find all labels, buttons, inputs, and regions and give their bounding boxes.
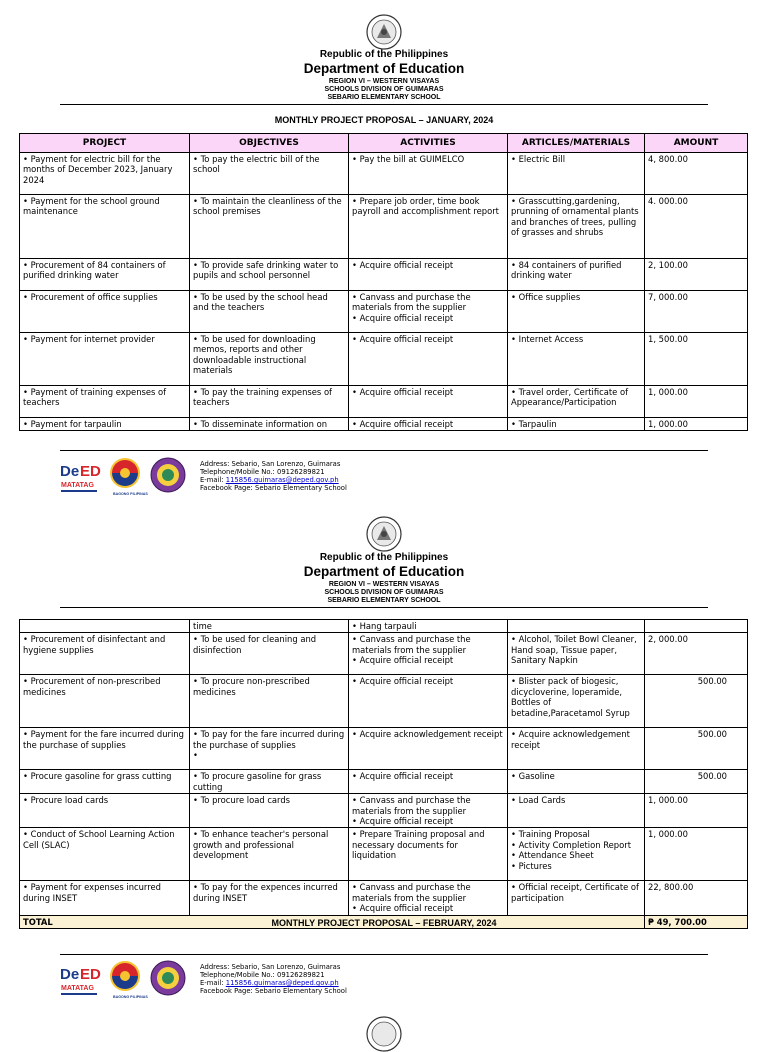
amount-cell: 1, 000.00 — [645, 418, 748, 431]
school-line: SEBARIO ELEMENTARY SCHOOL — [327, 94, 441, 101]
school-seal-icon — [151, 458, 185, 492]
activities-item: • Canvass and purchase the materials from the supplier — [352, 882, 471, 903]
activities-item: • Acquire official receipt — [352, 312, 454, 323]
activities-cell — [349, 259, 508, 291]
table-row — [20, 386, 748, 418]
department-title: Department of Education — [303, 564, 465, 579]
footer-divider — [60, 954, 708, 955]
articles-item: • Internet Access — [511, 334, 584, 344]
table-row — [20, 418, 748, 431]
svg-text:MATATAG: MATATAG — [61, 985, 94, 992]
activities-item: • Canvass and purchase the materials from the supplier — [352, 292, 471, 313]
footer-facebook: Facebook Page: Sebario Elementary School — [200, 987, 347, 995]
articles-item: • 84 containers of purified drinking water — [511, 260, 622, 281]
footer-facebook: Facebook Page: Sebario Elementary School — [200, 484, 347, 492]
proposal-title-february: MONTHLY PROJECT PROPOSAL – FEBRUARY, 2024 — [271, 918, 497, 928]
footer-contact — [200, 963, 347, 995]
svg-text:MATATAG: MATATAG — [61, 482, 94, 489]
objectives-cell — [190, 418, 349, 431]
amount-cell: 4, 800.00 — [645, 153, 748, 195]
proposal-table-january-continued — [19, 619, 748, 929]
articles-item: • Alcohol, Toilet Bowl Cleaner, Hand soap, Tissue paper, Sanitary Napkin — [511, 634, 637, 666]
footer-address: Address: Sebario, San Lorenzo, Guimaras — [200, 963, 341, 971]
deped-seal-icon — [366, 1016, 402, 1052]
articles-cell — [508, 794, 645, 828]
activities-item: • Acquire official receipt — [352, 771, 454, 782]
deped-matatag-logo-icon — [60, 966, 101, 995]
deped-matatag-logo-icon — [60, 463, 101, 492]
school-line: SEBARIO ELEMENTARY SCHOOL — [327, 597, 441, 604]
objectives-item: • To maintain the cleanliness of the school premises — [193, 196, 342, 217]
activities-item: • Canvass and purchase the materials from the supplier — [352, 634, 471, 655]
objectives-cell — [190, 881, 349, 915]
articles-item: • Load Cards — [511, 795, 566, 806]
amount-cell: 1, 000.00 — [645, 386, 748, 418]
table-row — [20, 881, 748, 915]
footer-phone: Telephone/Mobile No.: 09126289821 — [200, 468, 325, 476]
project-cell: • Payment for internet provider — [20, 333, 190, 386]
activities-item: • Acquire official receipt — [352, 334, 454, 344]
articles-cell — [508, 195, 645, 259]
objectives-item: • To pay the training expenses of teachers — [193, 387, 333, 408]
republic-line: Republic of the Philippines — [319, 49, 449, 60]
articles-item: • Official receipt, Certificate of participation — [511, 882, 640, 903]
articles-cell — [508, 620, 645, 633]
activities-cell — [349, 333, 508, 386]
activities-cell — [349, 794, 508, 828]
project-cell: • Payment of training expenses of teachers — [20, 386, 190, 418]
objectives-cell — [190, 259, 349, 291]
bagong-pilipinas-logo-icon — [110, 961, 148, 999]
header-divider — [60, 607, 708, 608]
objectives-item: • To provide safe drinking water to pupils and school personnel — [193, 260, 339, 281]
activities-cell — [349, 633, 508, 675]
activities-cell — [349, 828, 508, 881]
objectives-cell — [190, 386, 349, 418]
activities-item: • Hang tarpauli — [352, 621, 417, 631]
amount-cell: 4. 000.00 — [645, 195, 748, 259]
objectives-cell — [190, 633, 349, 675]
table-row — [20, 620, 748, 633]
col-activities-header: ACTIVITIES — [349, 134, 508, 153]
header-divider — [60, 104, 708, 105]
table-row — [20, 153, 748, 195]
activities-item: • Pay the bill at GUIMELCO — [352, 154, 465, 164]
amount-cell: 500.00 — [645, 675, 748, 728]
table-row — [20, 259, 748, 291]
objectives-cell — [190, 195, 349, 259]
articles-cell — [508, 633, 645, 675]
objectives-item: • To be used for cleaning and disinfection — [193, 634, 317, 655]
project-cell: • Procurement of disinfectant and hygiene supplies — [20, 633, 190, 675]
project-cell — [20, 620, 190, 633]
activities-cell — [349, 881, 508, 915]
footer-logos — [58, 959, 188, 1001]
table-row — [20, 333, 748, 386]
activities-item: • Canvass and purchase the materials from the supplier — [352, 795, 471, 816]
school-seal-icon — [151, 961, 185, 995]
table-row — [20, 675, 748, 728]
articles-cell — [508, 881, 645, 915]
articles-cell — [508, 418, 645, 431]
objectives-cell — [190, 675, 349, 728]
region-line: REGION VI – WESTERN VISAYAS — [328, 581, 440, 588]
total-amount: ₱ 49, 700.00 — [645, 915, 748, 928]
table-row — [20, 633, 748, 675]
objectives-item: • To enhance teacher's personal growth and professional development — [193, 829, 329, 861]
articles-cell — [508, 675, 645, 728]
table-row — [20, 728, 748, 770]
articles-item: • Attendance Sheet — [511, 850, 594, 861]
articles-item: • Blister pack of biogesic, dicycloverine, loperamide, Bottles of betadine,Paracetamol Syrup — [511, 676, 630, 718]
articles-cell — [508, 291, 645, 333]
articles-item: • Activity Completion Report — [511, 839, 631, 850]
proposal-title-january: MONTHLY PROJECT PROPOSAL – JANUARY, 2024 — [274, 115, 494, 125]
amount-cell: 500.00 — [645, 728, 748, 770]
articles-item: • Pictures — [511, 860, 552, 871]
col-objectives-header: OBJECTIVES — [190, 134, 349, 153]
department-title: Department of Education — [303, 61, 465, 76]
objectives-cell — [190, 333, 349, 386]
email-link[interactable]: 115856.guimaras@deped.gov.ph — [225, 476, 339, 484]
svg-text:ED: ED — [80, 463, 101, 480]
articles-item: • Acquire acknowledgement receipt — [511, 729, 630, 750]
col-project-header: PROJECT — [20, 134, 190, 153]
articles-cell — [508, 333, 645, 386]
activities-item: • Acquire acknowledgement receipt — [352, 729, 503, 740]
col-amount-header: AMOUNT — [645, 134, 748, 153]
project-cell: • Procure gasoline for grass cutting — [20, 770, 190, 794]
objectives-item: • To be used by the school head and the teachers — [193, 292, 328, 313]
footer-email-line: E-mail: 115856.guimaras@deped.gov.ph — [200, 476, 339, 484]
table-row — [20, 828, 748, 881]
amount-cell: 1, 000.00 — [645, 794, 748, 828]
total-label: TOTAL — [20, 915, 645, 928]
footer-email-line: E-mail: 115856.guimaras@deped.gov.ph — [200, 979, 339, 987]
amount-cell: 1, 000.00 — [645, 828, 748, 881]
objectives-item: • To procure load cards — [193, 795, 291, 806]
articles-cell — [508, 728, 645, 770]
objectives-item: • To pay for the fare incurred during the purchase of supplies — [193, 729, 345, 750]
footer-contact — [200, 460, 347, 492]
amount-cell: 22, 800.00 — [645, 881, 748, 915]
region-line: REGION VI – WESTERN VISAYAS — [328, 78, 440, 85]
activities-cell — [349, 153, 508, 195]
svg-text:BAGONG PILIPINAS: BAGONG PILIPINAS — [113, 492, 148, 496]
project-cell: • Payment for the school ground maintenance — [20, 195, 190, 259]
project-cell: • Procurement of non-prescribed medicines — [20, 675, 190, 728]
activities-cell — [349, 418, 508, 431]
objectives-cell — [190, 153, 349, 195]
activities-cell — [349, 728, 508, 770]
objectives-item: • To pay for the expences incurred during INSET — [193, 882, 338, 903]
project-cell: • Procure load cards — [20, 794, 190, 828]
project-cell: • Conduct of School Learning Action Cell (SLAC) — [20, 828, 190, 881]
objectives-cell — [190, 828, 349, 881]
objectives-cell — [190, 291, 349, 333]
objectives-cell — [190, 620, 349, 633]
project-cell: • Procurement of office supplies — [20, 291, 190, 333]
footer-logos — [58, 456, 188, 498]
activities-item: • Prepare Training proposal and necessary documents for liquidation — [352, 829, 485, 861]
footer-phone: Telephone/Mobile No.: 09126289821 — [200, 971, 325, 979]
proposal-table-january — [19, 133, 748, 431]
activities-item: • Prepare job order, time book payroll and accomplishment report — [352, 196, 499, 217]
amount-cell: 2, 000.00 — [645, 633, 748, 675]
articles-cell — [508, 828, 645, 881]
amount-cell: 500.00 — [645, 770, 748, 794]
division-line: SCHOOLS DIVISION OF GUIMARAS — [324, 86, 444, 93]
activities-cell — [349, 195, 508, 259]
svg-text:De: De — [60, 463, 80, 480]
activities-item: • Acquire official receipt — [352, 903, 454, 914]
republic-line: Republic of the Philippines — [319, 552, 449, 563]
division-line: SCHOOLS DIVISION OF GUIMARAS — [324, 589, 444, 596]
articles-item: • Office supplies — [511, 292, 581, 302]
svg-text:BAGONG PILIPINAS: BAGONG PILIPINAS — [113, 995, 148, 999]
articles-item: • Tarpaulin — [511, 419, 557, 429]
svg-text:De: De — [60, 966, 80, 983]
objectives-item: • To disseminate information on — [193, 419, 328, 429]
activities-item: • Acquire official receipt — [352, 419, 454, 429]
objectives-item: • To be used for downloading memos, reports and other downloadable instructional materials — [193, 334, 316, 376]
footer-divider — [60, 450, 708, 451]
objectives-cell — [190, 728, 349, 770]
deped-seal-icon — [366, 14, 402, 50]
articles-cell — [508, 386, 645, 418]
table-row — [20, 291, 748, 333]
activities-item: • Acquire official receipt — [352, 816, 454, 827]
objectives-cell — [190, 770, 349, 794]
articles-item: • Travel order, Certificate of Appearance/Participation — [511, 387, 629, 408]
amount-cell: 2, 100.00 — [645, 259, 748, 291]
table-row — [20, 195, 748, 259]
objectives-item: • To procure non-prescribed medicines — [193, 676, 310, 697]
articles-item: • Gasoline — [511, 771, 555, 782]
articles-cell — [508, 259, 645, 291]
activities-cell — [349, 675, 508, 728]
table-row — [20, 770, 748, 794]
project-cell: • Payment for tarpaulin — [20, 418, 190, 431]
table-header-row — [20, 134, 748, 153]
activities-cell — [349, 291, 508, 333]
activities-item: • Acquire official receipt — [352, 676, 454, 687]
activities-cell — [349, 770, 508, 794]
activities-item: • Acquire official receipt — [352, 260, 454, 270]
amount-cell: 1, 500.00 — [645, 333, 748, 386]
activities-cell — [349, 386, 508, 418]
articles-item: • Grasscutting,gardening, prunning of ornamental plants and branches of trees, pulling of grasses and shrubs — [511, 196, 639, 238]
col-articles-header: ARTICLES/MATERIALS — [508, 134, 645, 153]
amount-cell — [645, 620, 748, 633]
activities-item: • Acquire official receipt — [352, 387, 454, 397]
project-cell: • Procurement of 84 containers of purified drinking water — [20, 259, 190, 291]
articles-item: • Training Proposal — [511, 829, 590, 840]
articles-item: • Electric Bill — [511, 154, 566, 164]
activities-cell — [349, 620, 508, 633]
objectives-item: • To pay the electric bill of the school — [193, 154, 320, 175]
articles-cell — [508, 153, 645, 195]
project-cell: • Payment for electric bill for the months of December 2023, January 2024 — [20, 153, 190, 195]
svg-text:ED: ED — [80, 966, 101, 983]
objectives-item: • To procure gasoline for grass cutting — [193, 771, 322, 792]
project-cell: • Payment for the fare incurred during the purchase of supplies — [20, 728, 190, 770]
activities-item: • Acquire official receipt — [352, 655, 454, 666]
email-link[interactable]: 115856.guimaras@deped.gov.ph — [225, 979, 339, 987]
project-cell: • Payment for expenses incurred during INSET — [20, 881, 190, 915]
objectives-item: time — [193, 621, 212, 631]
articles-cell — [508, 770, 645, 794]
objectives-cell — [190, 794, 349, 828]
deped-seal-icon — [366, 516, 402, 552]
bagong-pilipinas-logo-icon — [110, 458, 148, 496]
objectives-item: • — [193, 750, 198, 761]
table-row — [20, 794, 748, 828]
amount-cell: 7, 000.00 — [645, 291, 748, 333]
footer-address: Address: Sebario, San Lorenzo, Guimaras — [200, 460, 341, 468]
